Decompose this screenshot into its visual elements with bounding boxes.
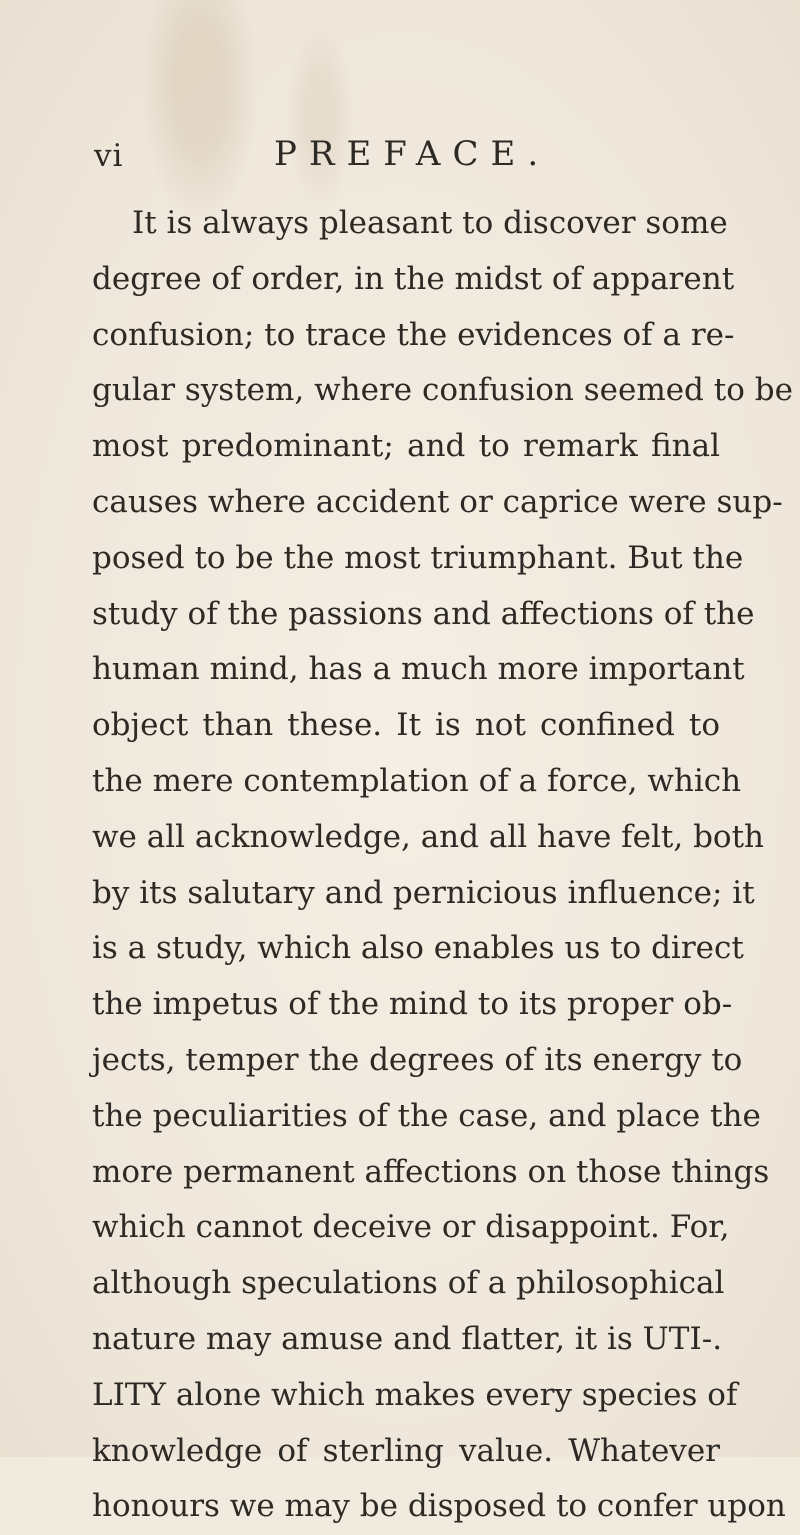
text-line: knowledge of sterling value. Whatever xyxy=(92,1432,720,1469)
text-line: we all acknowledge, and all have felt, both xyxy=(92,818,764,855)
text-line: which cannot deceive or disappoint. For, xyxy=(92,1209,730,1246)
text-line: jects, temper the degrees of its energy to xyxy=(92,1041,743,1078)
text-line: degree of order, in the midst of apparent xyxy=(92,260,735,297)
text-line: gular system, where confusion seemed to be xyxy=(92,372,793,409)
text-line: honours we may be disposed to confer upon xyxy=(92,1488,786,1525)
text-line: human mind, has a much more important xyxy=(92,651,745,688)
text-line: more permanent affections on those things xyxy=(92,1153,770,1190)
running-head xyxy=(92,134,732,178)
text-line: causes where accident or caprice were sup- xyxy=(92,483,783,520)
text-line: LITY alone which makes every species of xyxy=(92,1376,738,1413)
body-text xyxy=(92,196,793,1535)
section-title: PREFACE. xyxy=(274,134,551,174)
text-line: It is always pleasant to discover some xyxy=(132,205,728,241)
text-line: study of the passions and affections of the xyxy=(92,595,755,632)
text-line: by its salutary and pernicious influence; it xyxy=(92,874,755,911)
text-line: the peculiarities of the case, and place the xyxy=(92,1097,761,1134)
text-line: is a study, which also enables us to direct xyxy=(92,930,744,967)
page-number: vi xyxy=(94,138,124,174)
text-line: most predominant; and to remark final xyxy=(92,428,720,465)
text-line: nature may amuse and flatter, it is UTI-. xyxy=(92,1320,723,1357)
text-line: object than these. It is not confined to xyxy=(92,707,720,744)
text-line: posed to be the most triumphant. But the xyxy=(92,539,744,576)
text-line: the mere contemplation of a force, which xyxy=(92,762,742,799)
text-line: confusion; to trace the evidences of a re- xyxy=(92,316,735,353)
text-line: although speculations of a philosophical xyxy=(92,1265,725,1302)
text-line: the impetus of the mind to its proper ob- xyxy=(92,986,733,1023)
